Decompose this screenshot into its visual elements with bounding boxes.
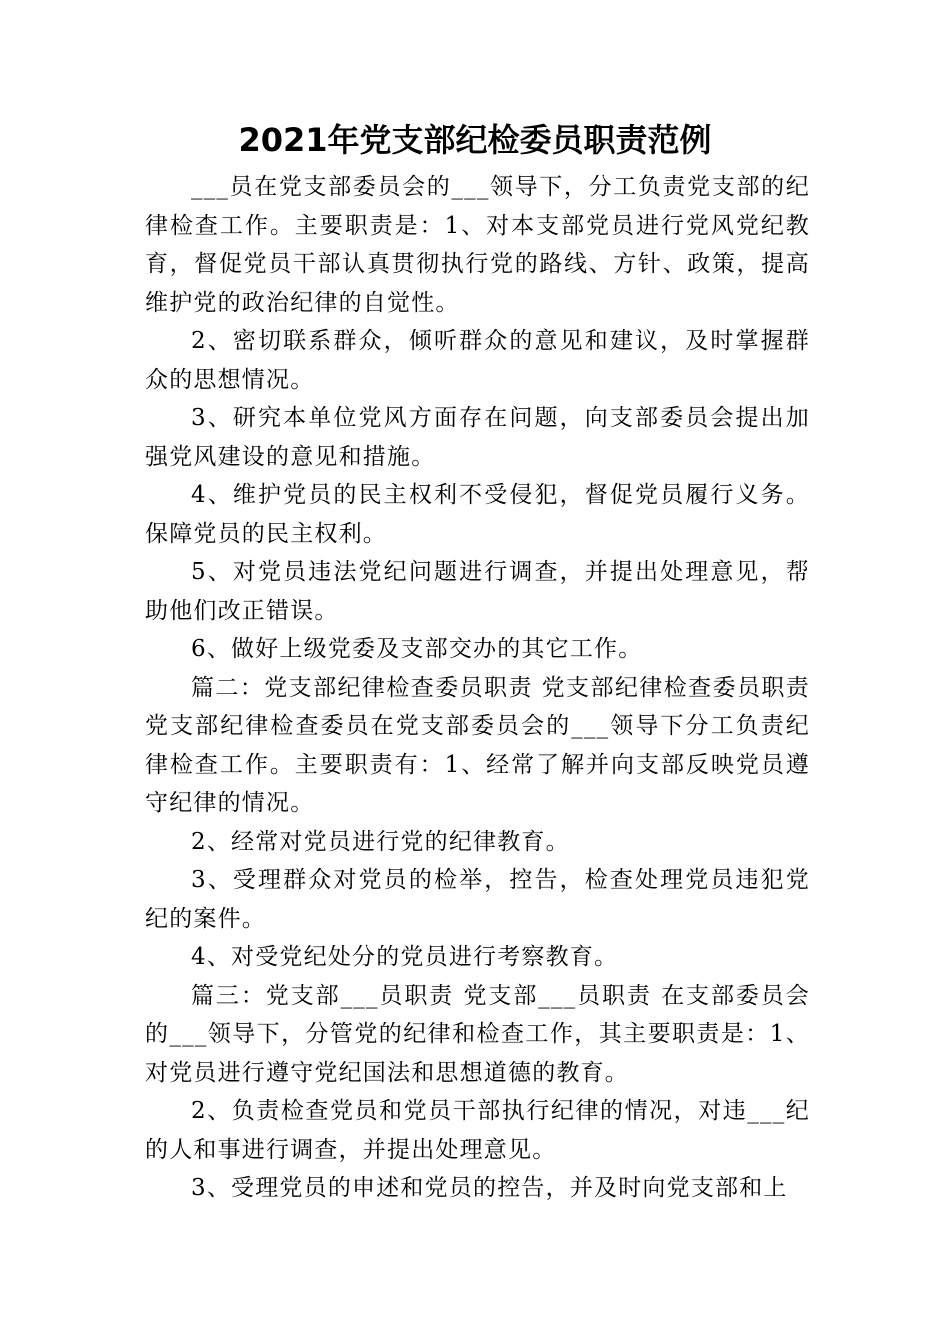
paragraph-6: 6、做好上级党委及支部交办的其它工作。 bbox=[191, 636, 643, 662]
paragraph-1: ___员在党支部委员会的___领导下，分工负责党支部的纪律检查工作。主要职责是：1、对本支部党员进行党风党纪教育，督促党员干部认真贯彻执行党的路线、方针、政策，提高维护党的政治纪律的自觉性。 bbox=[145, 174, 810, 316]
paragraph-3: 3、研究本单位党风方面存在问题，向支部委员会提出加强党风建设的意见和措施。 bbox=[145, 405, 810, 470]
document-title: 2021年党支部纪检委员职责范例 bbox=[238, 121, 712, 159]
paragraph-9: 3、受理群众对党员的检举，控告，检查处理党员违犯党纪的案件。 bbox=[145, 867, 810, 932]
paragraph-5: 5、对党员违法党纪问题进行调查，并提出处理意见，帮助他们改正错误。 bbox=[145, 559, 810, 624]
paragraph-13: 3、受理党员的申述和党员的控告，并及时向党支部和上 bbox=[191, 1175, 788, 1201]
paragraph-8: 2、经常对党员进行党的纪律教育。 bbox=[191, 828, 570, 855]
paragraph-10: 4、对受党纪处分的党员进行考察教育。 bbox=[191, 944, 619, 970]
paragraph-4: 4、维护党员的民主权利不受侵犯，督促党员履行义务。保障党员的民主权利。 bbox=[145, 482, 810, 547]
paragraph-11: 篇三：党支部___员职责 党支部___员职责 在支部委员会的___领导下，分管党的纪律和检查工作，其主要职责是：1、对党员进行遵守党纪国法和思想道德的教育。 bbox=[145, 982, 810, 1086]
document-body bbox=[145, 168, 810, 1208]
paragraph-7: 篇二：党支部纪律检查委员职责 党支部纪律检查委员职责 党支部纪律检查委员在党支部委员会的___领导下分工负责纪律检查工作。主要职责有：1、经常了解并向支部反映党员遵守纪律的情况。 bbox=[145, 674, 810, 816]
paragraph-12: 2、负责检查党员和党员干部执行纪律的情况，对违___纪的人和事进行调查，并提出处理意见。 bbox=[145, 1098, 810, 1163]
paragraph-2: 2、密切联系群众，倾听群众的意见和建议，及时掌握群众的思想情况。 bbox=[145, 328, 810, 393]
